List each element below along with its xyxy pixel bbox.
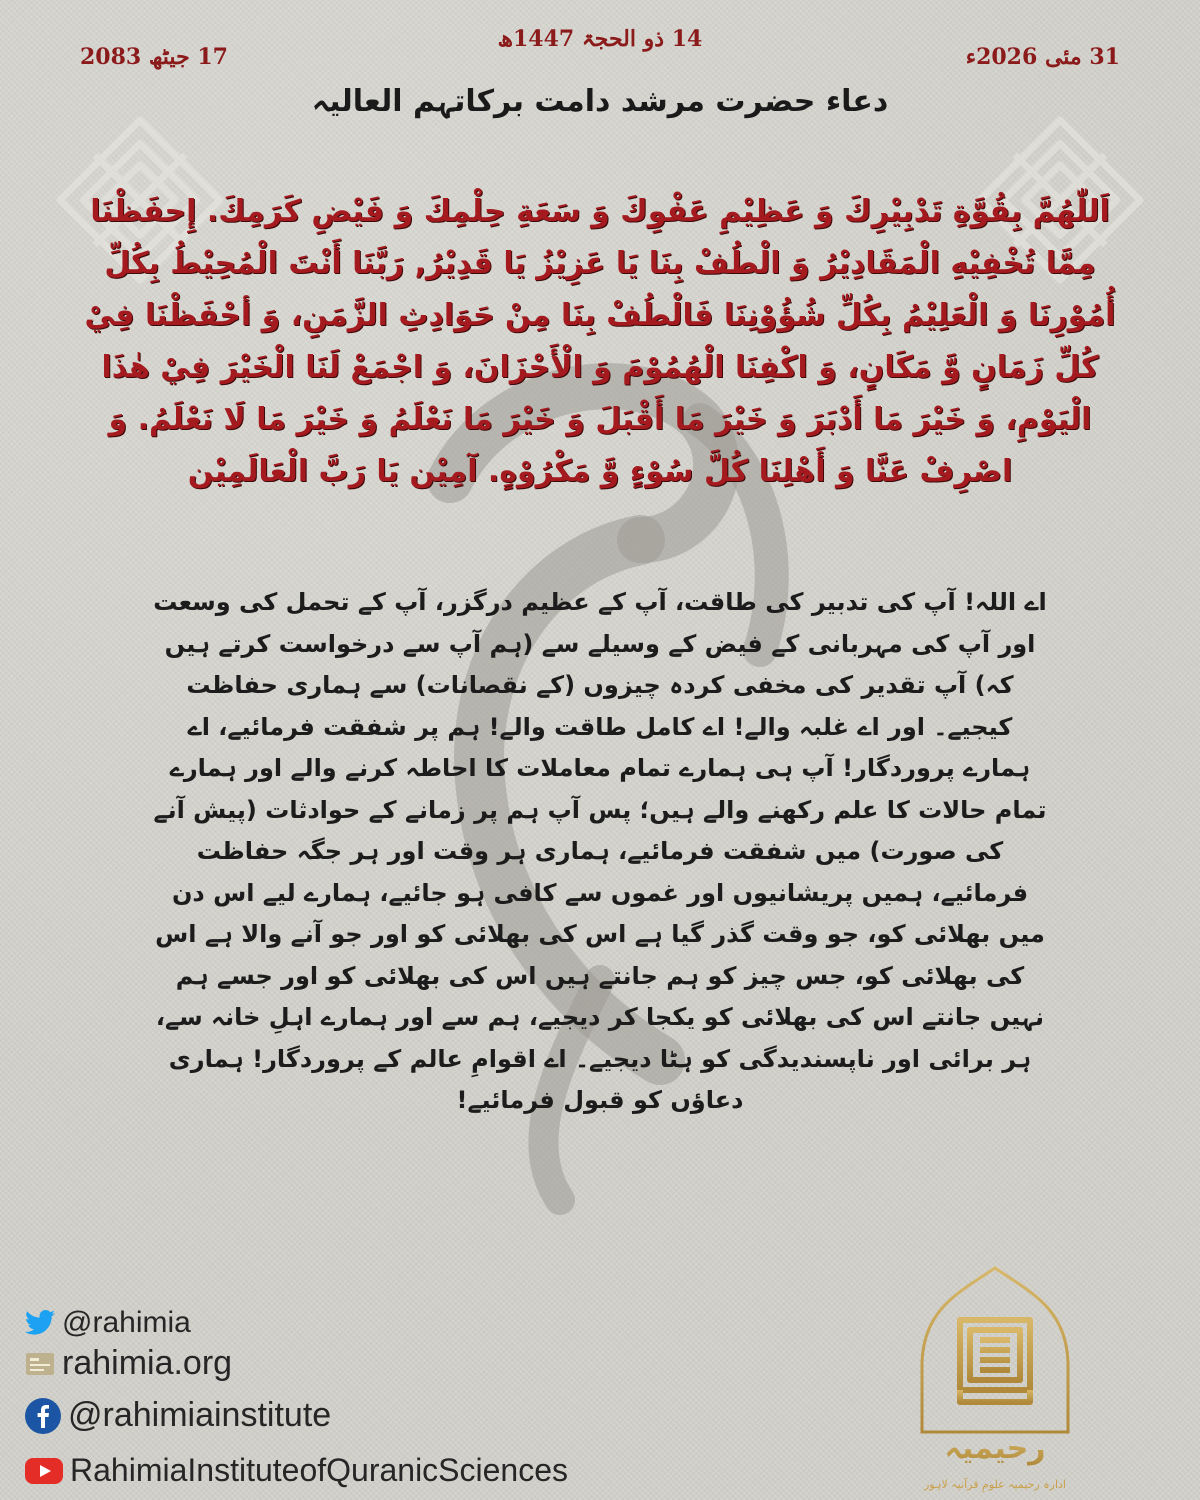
- date-bikrami: 17 جیٹھ 2083: [80, 44, 228, 70]
- youtube-icon: [24, 1457, 64, 1485]
- dua-arabic-text: اَللّٰهُمَّ بِقُوَّةِ تَدْبِيْرِكَ وَ عَظِيْمِ عَفْوِكَ وَ سَعَةِ حِلْمِكَ وَ فَيْضِ كَرَمِكَ. إِحفَظْنَا مِمَّا تُخْفِيْهِ الْمَقَادِيْرُ وَ الْطُفْ بِنَا يَا عَزِيْزُ يَا قَدِيْرُ, رَبَّنَا أَنْتَ الْمُحِيْطُ بِكُلِّ أُمُوْرِنَا وَ الْعَلِيْمُ بِكُلِّ شُؤُوْنِنَا فَالْطُفْ بِنَا مِنْ حَوَادِثِ الزَّمَنِ، وَ أحْفَظْنَا فِيْ كُلِّ زَمَانٍ وَّ مَكَانٍ، وَ اكْفِنَا الْهُمُوْمَ وَ الْأَحْزَانَ، وَ اجْمَعْ لَنَا الْخَيْرَ فِيْ هٰذَا الْيَوْمِ، وَ خَيْرَ مَا أَدْبَرَ وَ خَيْرَ مَا أَقْبَلَ وَ خَيْرَ مَا نَعْلَمُ وَ خَيْرَ مَا لَا نَعْلَمُ. وَ اصْرِفْ عَنَّا وَ أَهْلِنَا كُلَّ سُوْءٍ وَّ مَكْرُوْهٍ. آمِيْن يَا رَبَّ الْعَالَمِيْن: [84, 194, 1116, 489]
- rahimia-logo: [900, 1262, 1090, 1498]
- logo-text: رحیمیہ: [944, 1431, 1046, 1466]
- facebook-link[interactable]: [24, 1396, 331, 1435]
- globe-icon: [24, 1350, 56, 1378]
- page-title: دعاء حضرت مرشد دامت برکاتہم العالیہ: [311, 84, 889, 119]
- facebook-handle: @rahimiainstitute: [68, 1396, 332, 1434]
- logo-tagline: ادارہ رحیمیہ علومِ قرآنیہ لاہور: [924, 1478, 1066, 1491]
- date-hijri: 14 ذو الحجۃ 1447ھ: [497, 26, 703, 52]
- twitter-handle: @rahimia: [62, 1306, 191, 1339]
- twitter-bird-icon: [24, 1309, 56, 1337]
- youtube-channel: RahimiaInstituteofQuranicSciences: [70, 1452, 569, 1488]
- website-url: rahimia.org: [62, 1344, 233, 1382]
- facebook-icon: [24, 1397, 62, 1435]
- website-link[interactable]: [24, 1344, 232, 1383]
- date-gregorian: 31 مئی 2026ء: [965, 44, 1120, 70]
- dua-urdu-translation: اے اللہ! آپ کی تدبیر کی طاقت، آپ کے عظیم درگزر، آپ کے تحمل کی وسعت اور آپ کی مہربانی کے فیض کے وسیلے سے (ہم آپ سے درخواست کرتے ہیں کہ) آپ تقدیر کی مخفی کردہ چیزوں (کے نقصانات) سے ہماری حفاظت کیجیے۔ اور اے غلبہ والے! اے کامل طاقت والے! ہم پر شفقت فرمائیے، اے ہمارے پروردگار! آپ ہی ہمارے تمام معاملات کا احاطہ کرنے والے اور ہمارے تمام حالات کا علم رکھنے والے ہیں؛ پس آپ ہم پر زمانے کے حوادثات (پیش آنے کی صورت) میں شفقت فرمائیے، ہماری ہر وقت اور ہر جگہ حفاظت فرمائیے، ہمیں پریشانیوں اور غموں سے کافی ہو جائیے، ہمارے لیے اس دن میں بھلائی کو، جو وقت گذر گیا ہے اس کی بھلائی کو اور جو آنے والا ہے اس کی بھلائی کو، جس چیز کو ہم جانتے ہیں اس کی بھلائی کو اور جسے ہم نہیں جانتے اس کی بھلائی کو یکجا کر دیجیے، ہم سے اور ہمارے اہلِ خانہ سے، ہر برائی اور ناپسندیدگی کو ہٹا دیجیے۔ اے اقوامِ عالم کے پروردگار! ہماری دعاؤں کو قبول فرمائیے!: [153, 588, 1047, 1114]
- youtube-link[interactable]: [24, 1452, 568, 1489]
- twitter-link[interactable]: [24, 1306, 191, 1340]
